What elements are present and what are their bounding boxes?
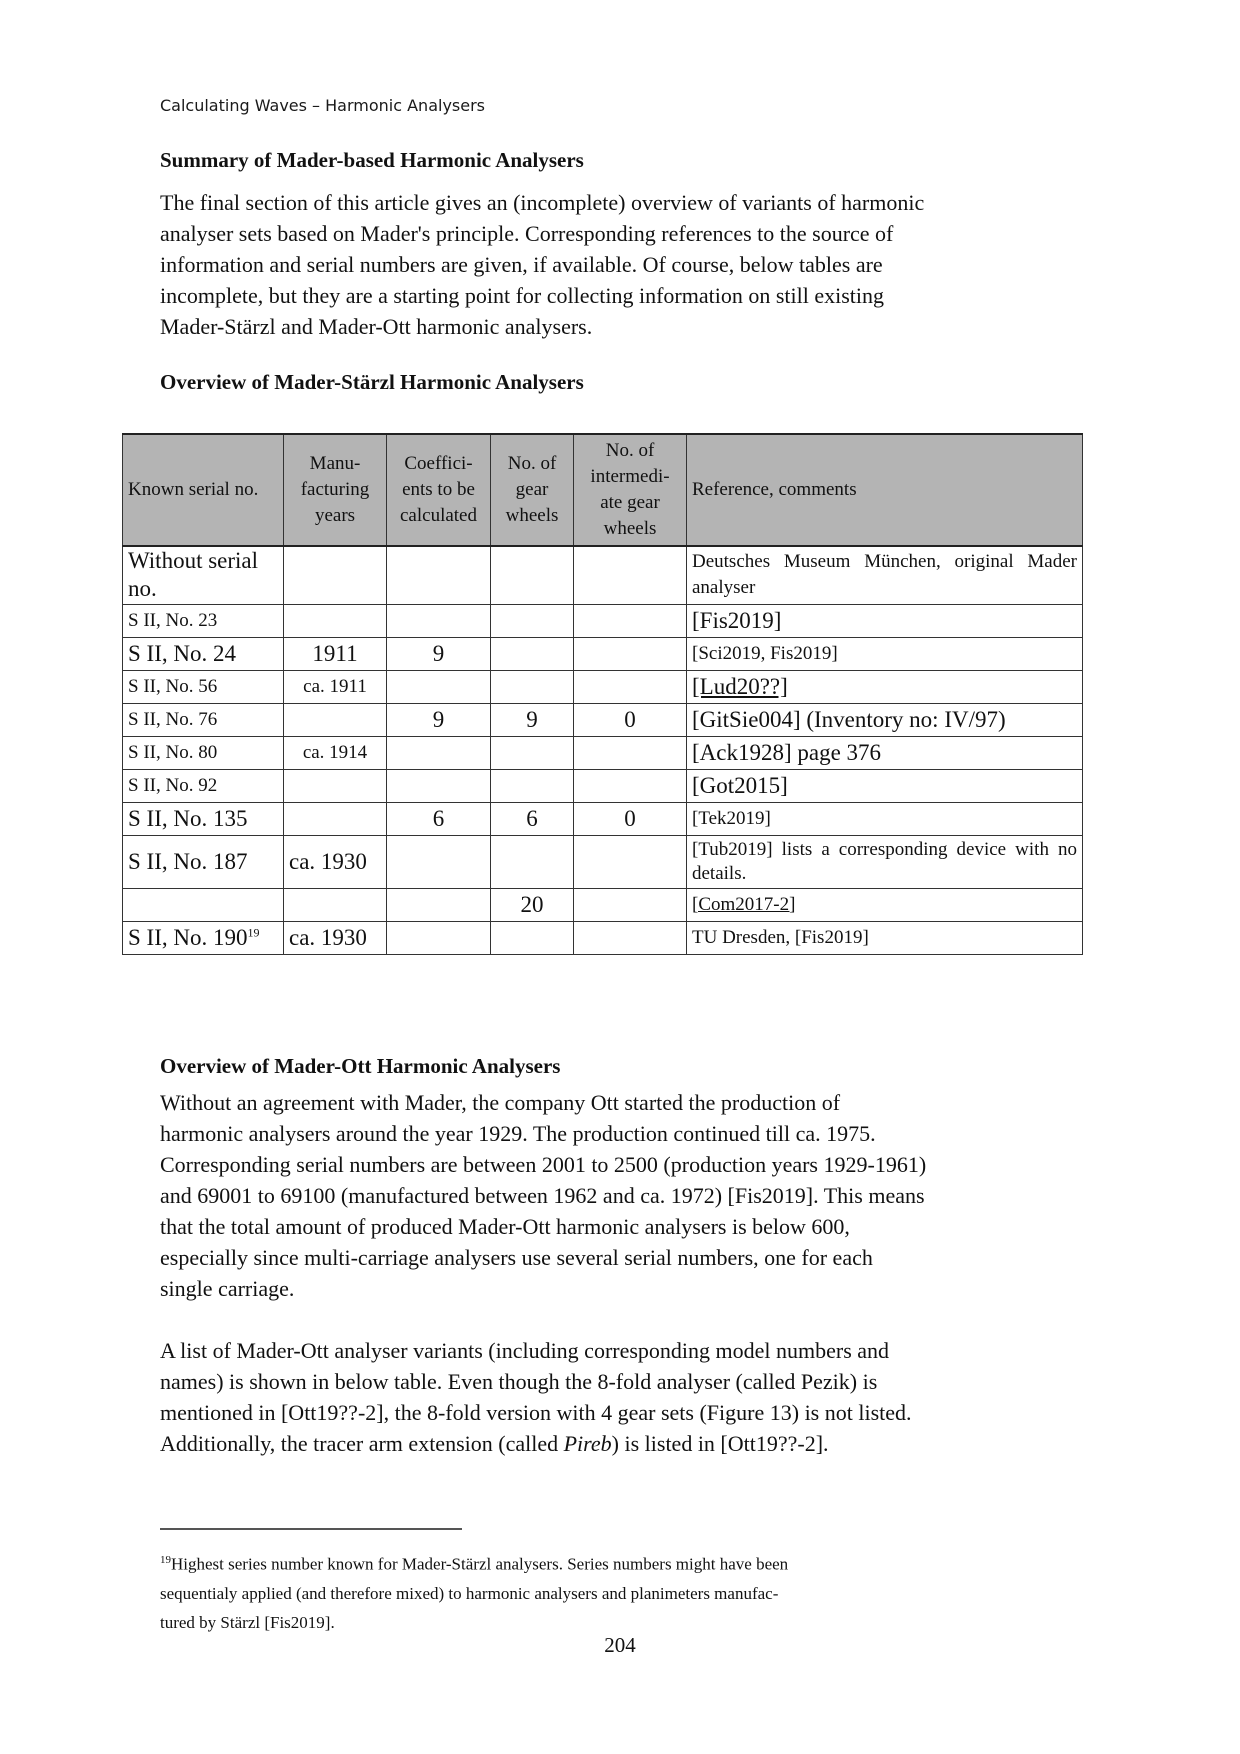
table-header-row [123,434,1083,546]
cell-years: ca. 1930 [284,835,387,888]
cell-serial: S II, No. 135 [123,802,284,835]
cell-serial: S II, No. 23 [123,604,284,637]
cell-gears: 9 [491,703,574,736]
cell-years: ca. 1930 [284,921,387,954]
cell-ref: [GitSie004] (Inventory no: IV/97) [687,703,1083,736]
table-row [123,921,1083,954]
summary-paragraph [160,187,1040,342]
cell-coeff [387,769,491,802]
cell-coeff: 9 [387,637,491,670]
col-header-intermediate-gears: No. of intermedi- ate gear wheels [574,434,687,546]
cell-ref: [Got2015] [687,769,1083,802]
cell-gears [491,670,574,703]
table-row [123,703,1083,736]
cell-coeff [387,888,491,921]
table-row [123,769,1083,802]
text-line: The final section of this article gives an (incomplete) overview of variants of harmonic [160,190,925,215]
text-line: Without an agreement with Mader, the company Ott started the production of [160,1090,841,1115]
cell-serial: S II, No. 76 [123,703,284,736]
cell-gears [491,604,574,637]
cell-years: ca. 1911 [284,670,387,703]
cell-gears [491,637,574,670]
text-line: incomplete, but they are a starting point for collecting information on still existing [160,283,885,308]
cell-serial: S II, No. 92 [123,769,284,802]
cell-gears [491,546,574,604]
text-line: that the total amount of produced Mader-Ott harmonic analysers is below 600, [160,1214,850,1239]
mader-starzl-table [122,433,1083,955]
text-line: harmonic analysers around the year 1929. The production continued till ca. 1975. [160,1121,876,1146]
cell-coeff [387,835,491,888]
footnote-ref[interactable]: 19 [247,924,260,939]
cell-ref: Deutsches Museum München, original Mader analyser [687,546,1083,604]
text-line: mentioned in [Ott19??-2], the 8-fold version with 4 gear sets (Figure 13) is not listed. [160,1400,912,1425]
cell-coeff [387,604,491,637]
running-header: Calculating Waves – Harmonic Analysers [160,96,486,115]
cell-gears [491,921,574,954]
cell-years [284,703,387,736]
cell-gears [491,769,574,802]
cell-ref: [Ack1928] page 376 [687,736,1083,769]
section-heading-summary: Summary of Mader-based Harmonic Analysers [160,148,584,172]
mader-ott-paragraph-2 [160,1335,1040,1459]
cell-ref-link[interactable]: [Lud20??] [687,670,1083,703]
cell-years [284,769,387,802]
table-row [123,546,1083,604]
cell-inter [574,835,687,888]
cell-ref: [Fis2019] [687,604,1083,637]
text-line: single carriage. [160,1276,295,1301]
cell-inter [574,604,687,637]
text-line: information and serial numbers are given, if available. Of course, below tables are [160,252,883,277]
footnote-19 [160,1546,1020,1637]
cell-inter [574,736,687,769]
col-header-coefficients: Coeffici- ents to be calculated [387,434,491,546]
cell-gears: 20 [491,888,574,921]
table-row [123,888,1083,921]
cell-inter [574,546,687,604]
cell-years: ca. 1914 [284,736,387,769]
cell-ref: [Sci2019, Fis2019] [687,637,1083,670]
table-row [123,604,1083,637]
cell-gears: 6 [491,802,574,835]
cell-years: 1911 [284,637,387,670]
text-line: A list of Mader-Ott analyser variants (including corresponding model numbers and [160,1338,890,1363]
cell-inter [574,888,687,921]
col-header-gear-wheels: No. of gear wheels [491,434,574,546]
cell-serial [123,888,284,921]
cell-inter: 0 [574,802,687,835]
cell-coeff [387,921,491,954]
cell-years [284,802,387,835]
cell-serial: S II, No. 56 [123,670,284,703]
cell-gears [491,736,574,769]
cell-ref: [Tek2019] [687,802,1083,835]
section-heading-mader-ott: Overview of Mader-Ott Harmonic Analysers [160,1054,561,1078]
text-span: Highest series number known for Mader-Stärzl analysers. Series numbers might have been [171,1554,789,1574]
text-line [160,1546,1020,1579]
cell-inter [574,921,687,954]
table-row [123,802,1083,835]
cell-ref-link[interactable]: [Com2017-2] [687,888,1083,921]
text-line: especially since multi-carriage analysers use several serial numbers, one for each [160,1245,873,1270]
italic-term: Pireb [563,1431,612,1456]
col-header-reference: Reference, comments [687,434,1083,546]
section-heading-mader-starzl: Overview of Mader-Stärzl Harmonic Analysers [160,370,584,394]
cell-coeff [387,736,491,769]
text-line: names) is shown in below table. Even though the 8-fold analyser (called Pezik) is [160,1369,878,1394]
cell-serial [123,921,284,954]
col-header-years: Manu- facturing years [284,434,387,546]
cell-serial: S II, No. 187 [123,835,284,888]
page-number: 204 [604,1633,636,1657]
serial-text: S II, No. 190 [128,924,248,950]
footnote-number: 19 [160,1554,171,1566]
table-row [123,835,1083,888]
table-row [123,637,1083,670]
cell-inter [574,769,687,802]
cell-coeff: 6 [387,802,491,835]
footnote-divider [160,1528,462,1530]
text-line [160,1428,1040,1459]
table-row [123,670,1083,703]
mader-ott-paragraph-1 [160,1087,1040,1304]
cell-years [284,888,387,921]
cell-serial: S II, No. 24 [123,637,284,670]
col-header-serial: Known serial no. [123,434,284,546]
text-line: sequentialy applied (and therefore mixed) to harmonic analysers and planimeters manufac- [160,1583,779,1603]
cell-years [284,546,387,604]
text-line: and 69001 to 69100 (manufactured between 1962 and ca. 1972) [Fis2019]. This means [160,1183,925,1208]
cell-serial: S II, No. 80 [123,736,284,769]
cell-serial: Without serial no. [123,546,284,604]
table-row [123,736,1083,769]
text-span: Additionally, the tracer arm extension (called [160,1431,564,1456]
cell-coeff [387,546,491,604]
text-line: Mader-Stärzl and Mader-Ott harmonic analysers. [160,314,593,339]
cell-coeff: 9 [387,703,491,736]
text-line: analyser sets based on Mader's principle. Corresponding references to the source of [160,221,894,246]
cell-ref: TU Dresden, [Fis2019] [687,921,1083,954]
text-line: tured by Stärzl [Fis2019]. [160,1612,335,1632]
cell-coeff [387,670,491,703]
cell-ref: [Tub2019] lists a corresponding device with no details. [687,835,1083,888]
cell-inter: 0 [574,703,687,736]
cell-inter [574,670,687,703]
cell-gears [491,835,574,888]
cell-years [284,604,387,637]
cell-inter [574,637,687,670]
text-span: ) is listed in [Ott19??-2]. [611,1431,829,1456]
text-line: Corresponding serial numbers are between 2001 to 2500 (production years 1929-1961) [160,1152,927,1177]
